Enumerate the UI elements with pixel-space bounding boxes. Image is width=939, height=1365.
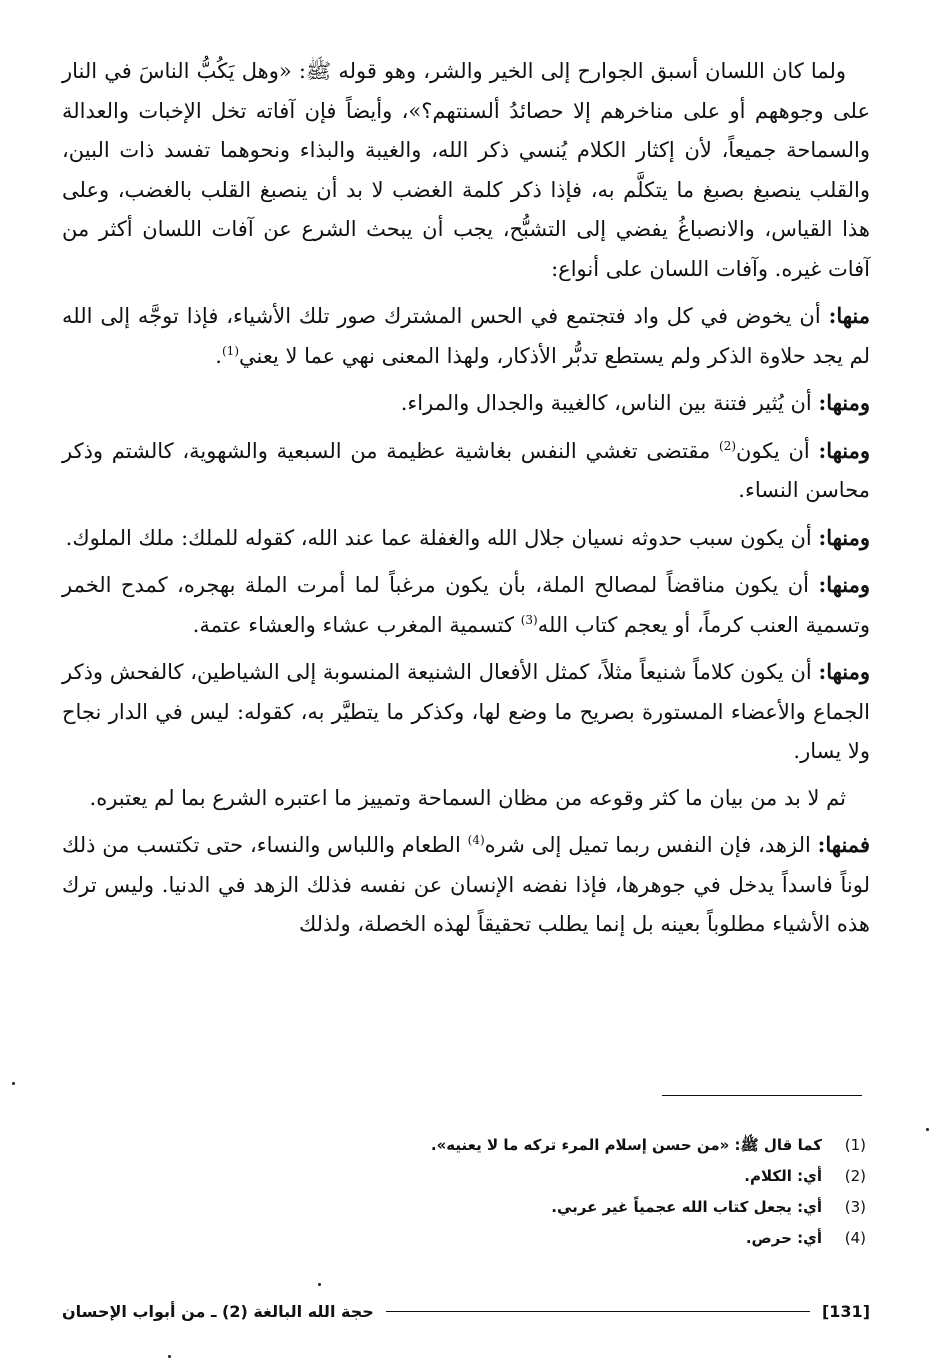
footnote-item: [300, 1161, 866, 1192]
footnote-text: كما قال ﷺ: «من حسن إسلام المرء تركه ما لا يعنيه».: [430, 1136, 822, 1154]
footer-rule: [386, 1311, 810, 1312]
paragraph-intro: ولما كان اللسان أسبق الجوارح إلى الخير والشر، وهو قوله ﷺ: «وهل يَكُبُّ الناسَ في النار على وجوههم أو على مناخرهم إلا حصائدُ ألسنتهم؟»، وأيضاً فإن آفاته تخل الإخبات والعدالة والسماحة جميعاً، لأن إكثار الكلام يُنسي ذكر الله، والغيبة والبذاء ونحوهما تفسد ذات البين، والقلب ينصبغ بصبغ ما يتكلَّم به، فإذا ذكر كلمة الغضب لا بد أن ينصبغ القلب بالغضب، وعلى هذا القياس، والانصباغُ يفضي إلى التشبُّح، يجب أن يبحث الشرع عن آفات اللسان أكثر من آفات غيره. وآفات اللسان على أنواع:: [62, 59, 870, 281]
paragraph-lead: ومنها:: [818, 572, 870, 597]
footnote-ref[interactable]: (4): [467, 833, 485, 847]
footnote-ref[interactable]: (1): [221, 343, 239, 358]
page-number: [131]: [821, 1301, 870, 1321]
footnote-number: (3): [844, 1198, 866, 1216]
paragraph-transition: ثم لا بد من بيان ما كثر وقوعه من مظان السماحة وتمييز ما اعتبره الشرع بما لم يعتبره.: [89, 785, 846, 810]
scan-speck: [926, 1128, 929, 1131]
footnote-ref[interactable]: (2): [719, 438, 737, 453]
paragraph-type-1: منها: أن يخوض في كل واد فتجتمع في الحس المشترك صور تلك الأشياء، فإذا توجَّه إلى الله لم يجد حلاوة الذكر ولم يستطع تدبُّر الأذكار، ولهذا المعنى نهي عما لا يعني$^{(1)}$.: [62, 303, 870, 368]
paragraph-type-6: ومنها: أن يكون كلاماً شنيعاً مثلاً، كمثل الأفعال الشنيعة المنسوبة إلى الشياطين، كالفحش وذكر الجماع والأعضاء المستورة بصريح ما وضع لها، وكذكر ما يتطيَّر به، كقوله: ليس في الدار نجاح ولا يسار.: [62, 659, 870, 763]
footnote-text: أي: يجعل كتاب الله عجمياً غير عربي.: [551, 1198, 822, 1216]
paragraph-lead: ومنها:: [818, 524, 870, 550]
footnote-item: [300, 1130, 866, 1161]
paragraph-type-3: ومنها: أن يكون$^{(2)}$ مقتضى تغشي النفس بغاشية عظيمة من السبعية والشهوية، كالشتم وذكر محاسن النساء.: [62, 437, 870, 502]
paragraph-type-5: ومنها: أن يكون مناقضاً لمصالح الملة، بأن يكون مرغباً لما أمرت الملة بهجره، كمدح الخمر وتسمية العنب كرماً، أو يعجم كتاب الله$^{(3)}$ كتسمية المغرب عشاء والعشاء عتمة.: [62, 572, 870, 637]
scan-speck: [168, 1355, 171, 1358]
main-text: [62, 52, 870, 952]
paragraph-lead: ومنها:: [818, 390, 870, 415]
page-footer: [62, 1296, 870, 1326]
paragraph-type-4: ومنها: أن يكون سبب حدوثه نسيان جلال الله والغفلة عما عند الله، كقوله للملك: ملك الملوك.: [65, 524, 870, 550]
footnote-text: أي: الكلام.: [744, 1167, 822, 1185]
footnote-item: [300, 1223, 866, 1254]
footnote-number: (1): [844, 1136, 866, 1154]
footnote-number: (2): [844, 1167, 866, 1185]
scan-speck: [318, 1283, 321, 1286]
running-title: حجة الله البالغة (2) ـ من أبواب الإحسان: [62, 1301, 374, 1321]
footnote-text: أي: حرص.: [745, 1229, 822, 1247]
paragraph-lead: ومنها:: [818, 659, 870, 684]
paragraph-lead: منها:: [828, 303, 870, 328]
footnote-item: [300, 1192, 866, 1223]
scan-speck: [12, 1082, 15, 1085]
paragraph-type-2: ومنها: أن يُثير فتنة بين الناس، كالغيبة والجدال والمراء.: [400, 390, 870, 415]
footnote-ref[interactable]: (3): [520, 612, 538, 627]
footnotes-section: [300, 1130, 866, 1254]
paragraph-zuhd: فمنها: الزهد، فإن النفس ربما تميل إلى شره$^{(4)}$ الطعام واللباس والنساء، حتى تكتسب من ذلك لوناً فاسداً يدخل في جوهرها، فإذا نفضه الإنسان عن نفسه فذلك الزهد في الدنيا. وليس ترك هذه الأشياء مطلوباً بعينه بل إنما يطلب تحقيقاً لهذه الخصلة، ولذلك: [62, 832, 870, 936]
paragraph-lead: فمنها:: [817, 832, 870, 857]
paragraph-lead: ومنها:: [818, 437, 870, 463]
footnote-number: (4): [844, 1229, 866, 1247]
footnote-separator: [662, 1095, 862, 1096]
